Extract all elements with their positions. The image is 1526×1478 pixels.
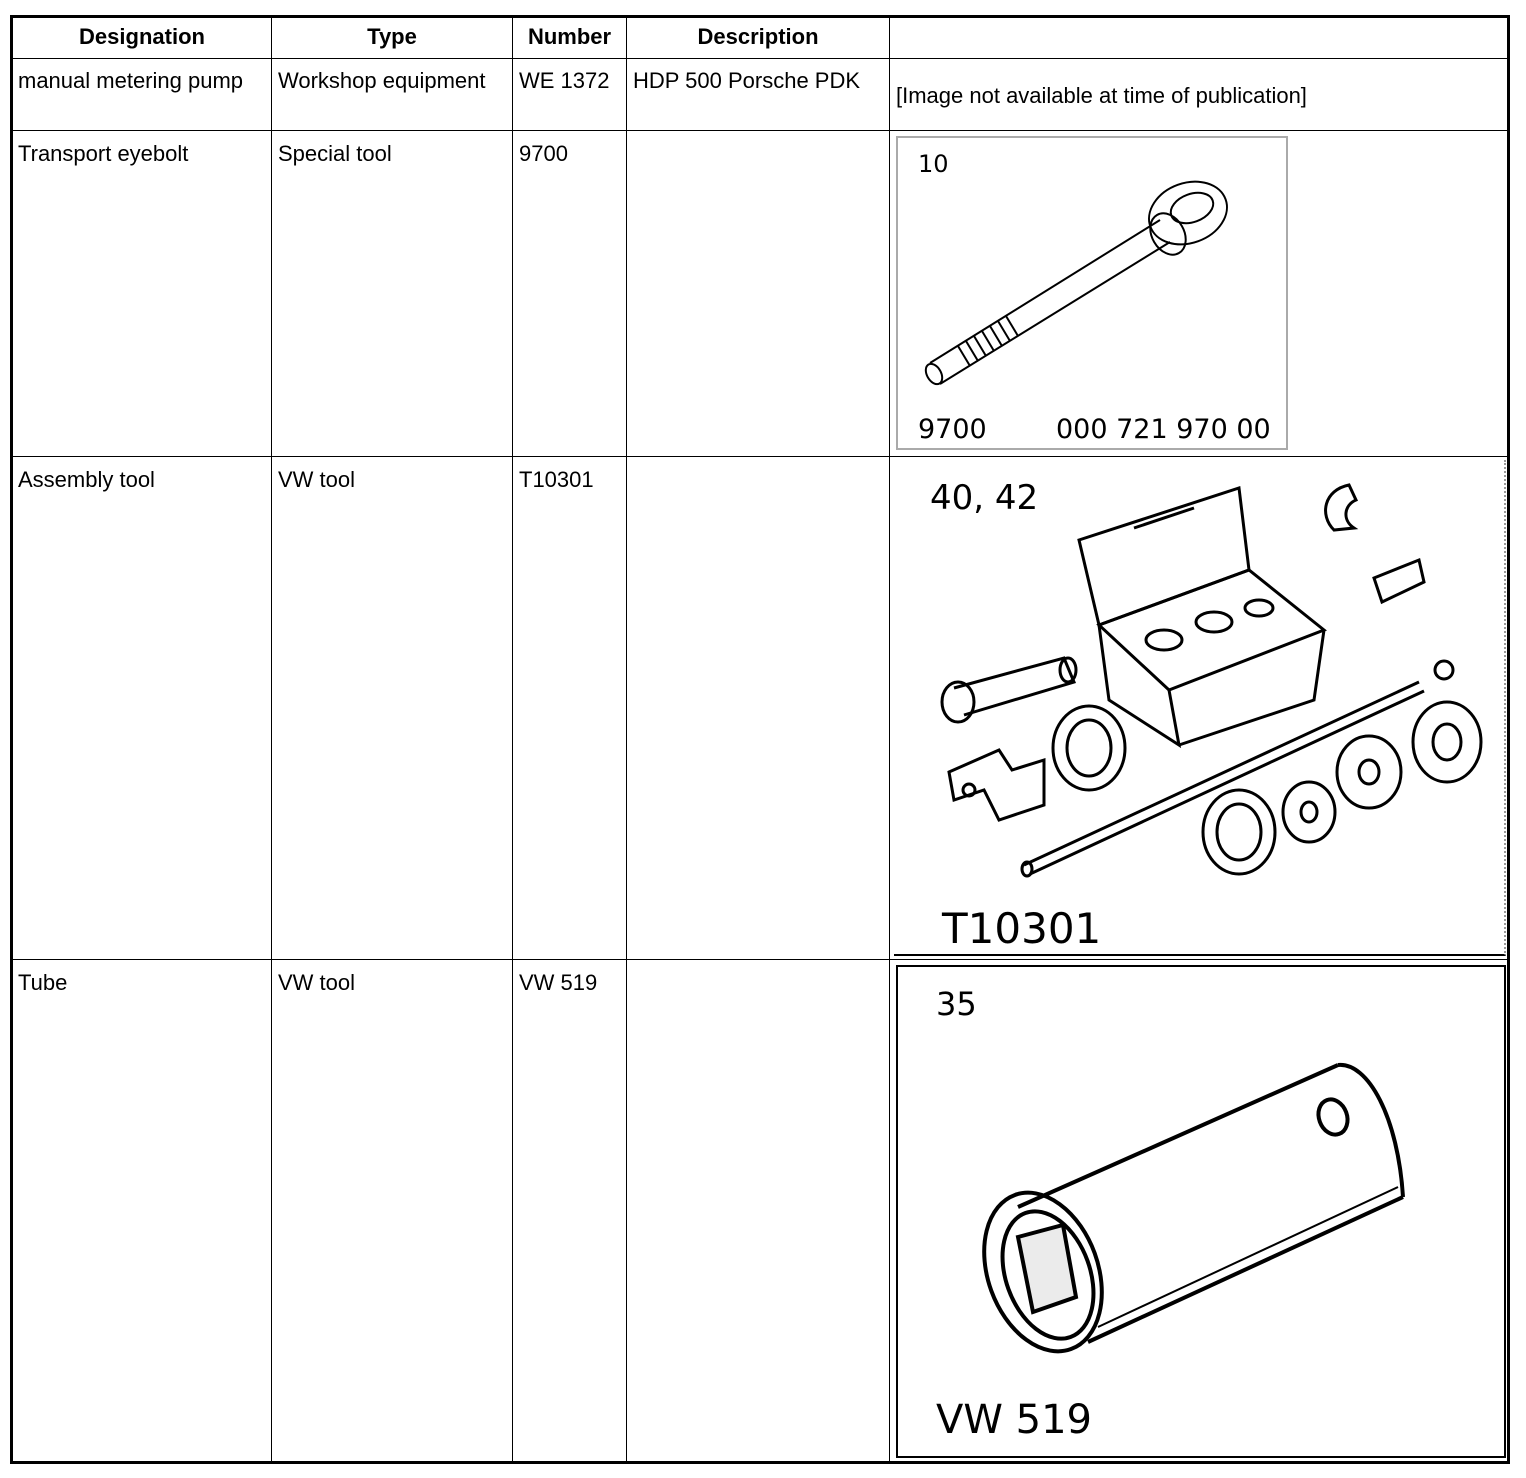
header-designation: Designation	[79, 24, 205, 49]
eyebolt-illustration	[896, 136, 1288, 450]
row-3-type: VW tool	[278, 467, 356, 492]
eyebolt-callout: 10	[918, 150, 949, 178]
row-1-designation: manual metering pump	[18, 68, 244, 93]
header-description: Description	[697, 24, 819, 49]
tube-code: VW 519	[936, 1397, 1092, 1443]
row-1-description: HDP 500 Porsche PDK	[633, 68, 861, 93]
column-divider	[271, 18, 272, 1461]
row-2-type: Special tool	[278, 141, 392, 166]
eyebolt-code: 9700	[918, 414, 987, 445]
assembly-tool-callout: 40, 42	[930, 478, 1039, 518]
row-3-number: T10301	[519, 467, 594, 492]
column-divider	[889, 18, 890, 1461]
tools-table	[10, 15, 1510, 1464]
tube-callout: 35	[936, 985, 977, 1023]
row-divider	[13, 959, 1507, 960]
column-divider	[512, 18, 513, 1461]
row-2-designation: Transport eyebolt	[18, 141, 189, 166]
assembly-tool-illustration	[894, 460, 1506, 956]
assembly-tool-kit-icon	[894, 460, 1502, 954]
header-number: Number	[527, 24, 612, 49]
row-divider	[13, 130, 1507, 131]
tube-illustration	[896, 965, 1506, 1458]
row-4-number: VW 519	[519, 970, 598, 995]
row-4-type: VW tool	[278, 970, 356, 995]
assembly-tool-code: T10301	[942, 904, 1102, 953]
eyebolt-part-number: 000 721 970 00	[1056, 414, 1271, 445]
tube-icon	[898, 967, 1504, 1456]
row-1-image-unavailable: [Image not available at time of publication]	[896, 83, 1307, 108]
eyebolt-icon	[898, 138, 1286, 448]
row-2-number: 9700	[519, 141, 568, 166]
row-4-designation: Tube	[18, 970, 68, 995]
header-type: Type	[367, 24, 417, 49]
column-divider	[626, 18, 627, 1461]
row-divider	[13, 58, 1507, 59]
row-1-number: WE 1372	[519, 68, 610, 93]
row-3-designation: Assembly tool	[18, 467, 155, 492]
row-divider	[13, 456, 1507, 457]
row-1-type: Workshop equipment	[278, 68, 486, 93]
